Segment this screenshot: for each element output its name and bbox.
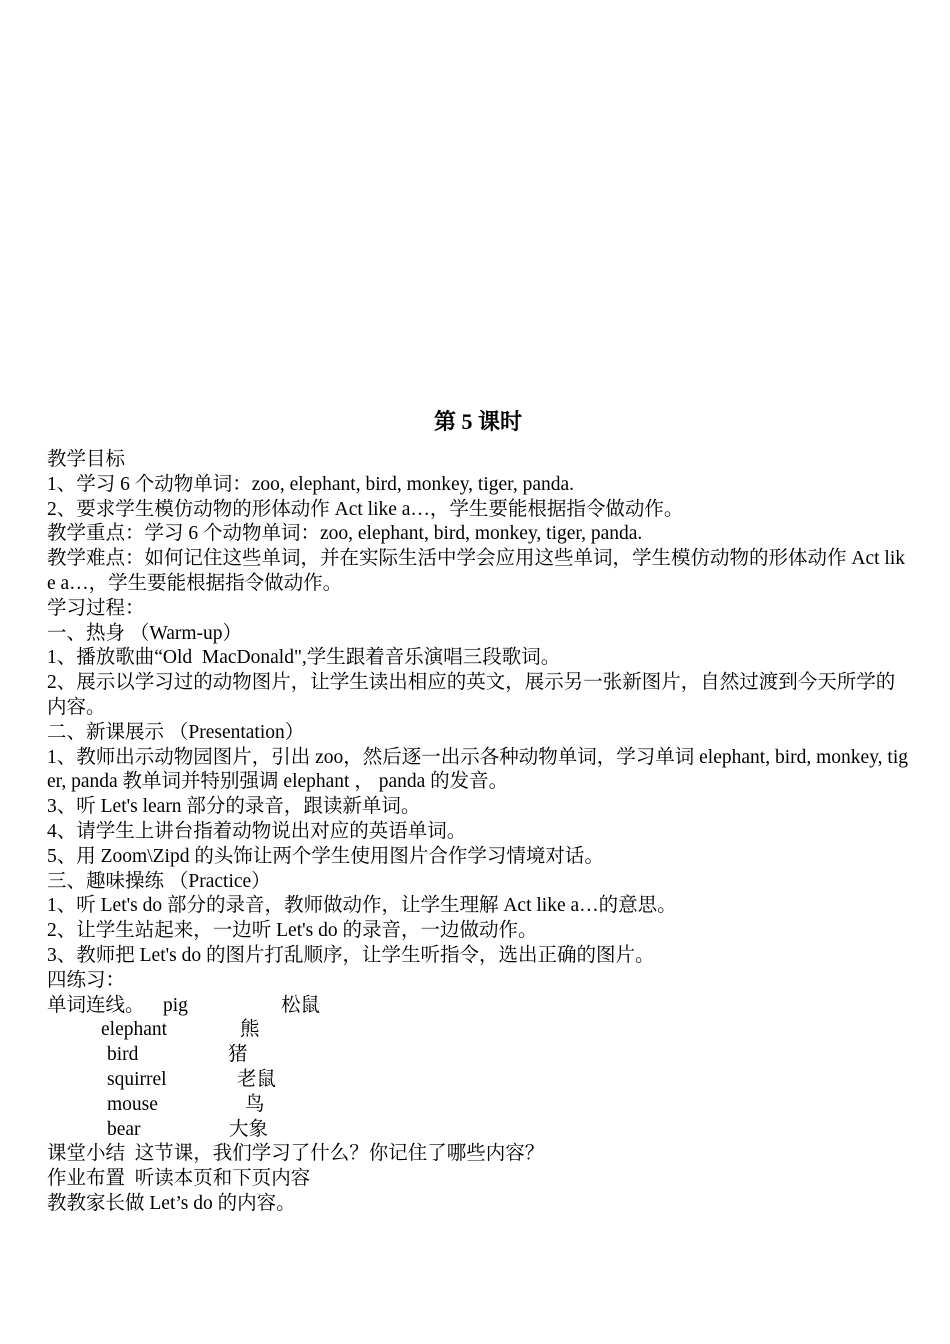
vocab-row: [47, 1018, 909, 1043]
text-line: 2、展示以学习过的动物图片，让学生读出相应的英文，展示另一张新图片，自然过渡到今天所学的内容。: [47, 672, 896, 718]
text-line: 三、趣味操练 （Practice）: [47, 870, 271, 892]
vocab-chinese: 老鼠: [237, 1068, 277, 1090]
text-line: 1、听 Let's do 部分的录音，教师做动作，让学生理解 Act like a…的意思。: [47, 895, 677, 917]
document-page: [47, 404, 909, 1217]
vocab-row: [47, 1093, 909, 1118]
text-line: 四练习：: [47, 969, 126, 991]
vocab-chinese: 猪: [228, 1044, 248, 1066]
text-line: 1、学习 6 个动物单词：zoo, elephant, bird, monkey, tiger, panda.: [47, 473, 575, 495]
parent-task-line: 教教家长做 Let’s do 的内容。: [47, 1192, 296, 1214]
vocab-row: [47, 994, 909, 1019]
vocab-chinese: 熊: [240, 1019, 260, 1041]
text-line: 2、要求学生模仿动物的形体动作 Act like a…，学生要能根据指令做动作。: [47, 498, 684, 520]
lesson-title: 第 5 课时: [433, 409, 522, 434]
vocab-english: bear: [107, 1118, 141, 1140]
vocab-english: mouse: [107, 1093, 158, 1115]
text-line: 4、请学生上讲台指着动物说出对应的英语单词。: [47, 820, 467, 842]
text-line: 学习过程：: [47, 597, 145, 619]
vocab-row: [47, 1068, 909, 1093]
vocab-english: pig: [163, 994, 188, 1016]
text-line: 一、热身 （Warm-up）: [47, 622, 243, 644]
vocab-matching: [47, 994, 909, 1143]
vocab-english: squirrel: [107, 1068, 167, 1090]
text-line: 3、听 Let's learn 部分的录音，跟读新单词。: [47, 796, 421, 818]
text-line: 1、教师出示动物园图片，引出 zoo，然后逐一出示各种动物单词，学习单词 elephant, bird, monkey, tiger, panda 教单词并特别强调 elephant ， panda 的发音。: [47, 746, 909, 793]
text-line: 二、新课展示 （Presentation）: [47, 721, 305, 743]
vocab-english: bird: [107, 1044, 139, 1066]
vocab-chinese: 松鼠: [281, 994, 321, 1016]
vocab-chinese: 鸟: [245, 1093, 265, 1115]
text-line: 教学重点：学习 6 个动物单词：zoo, elephant, bird, monkey, tiger, panda.: [47, 523, 643, 545]
text-line: 3、教师把 Let's do 的图片打乱顺序，让学生听指令，选出正确的图片。: [47, 944, 655, 966]
vocab-row: [47, 1118, 909, 1143]
vocab-label: 单词连线。: [47, 994, 145, 1016]
lesson-body: [47, 448, 909, 994]
vocab-chinese: 大象: [229, 1118, 269, 1140]
vocab-row: [47, 1043, 909, 1068]
text-line: 1、播放歌曲“Old MacDonald",学生跟着音乐演唱三段歌词。: [47, 647, 561, 669]
text-line: 5、用 Zoom\Zipd 的头饰让两个学生使用图片合作学习情境对话。: [47, 845, 604, 867]
text-line: 教学难点：如何记住这些单词，并在实际生活中学会应用这些单词，学生模仿动物的形体动作 Act like a…，学生要能根据指令做动作。: [47, 548, 905, 594]
lesson-footer: [47, 1142, 909, 1216]
text-line: 2、让学生站起来，一边听 Let's do 的录音，一边做动作。: [47, 920, 538, 942]
vocab-english: elephant: [101, 1019, 168, 1041]
text-line: 教学目标: [47, 449, 126, 470]
summary-line: 课堂小结 这节课，我们学习了什么？你记住了哪些内容？: [47, 1143, 545, 1165]
homework-line: 作业布置 听读本页和下页内容: [47, 1168, 311, 1190]
